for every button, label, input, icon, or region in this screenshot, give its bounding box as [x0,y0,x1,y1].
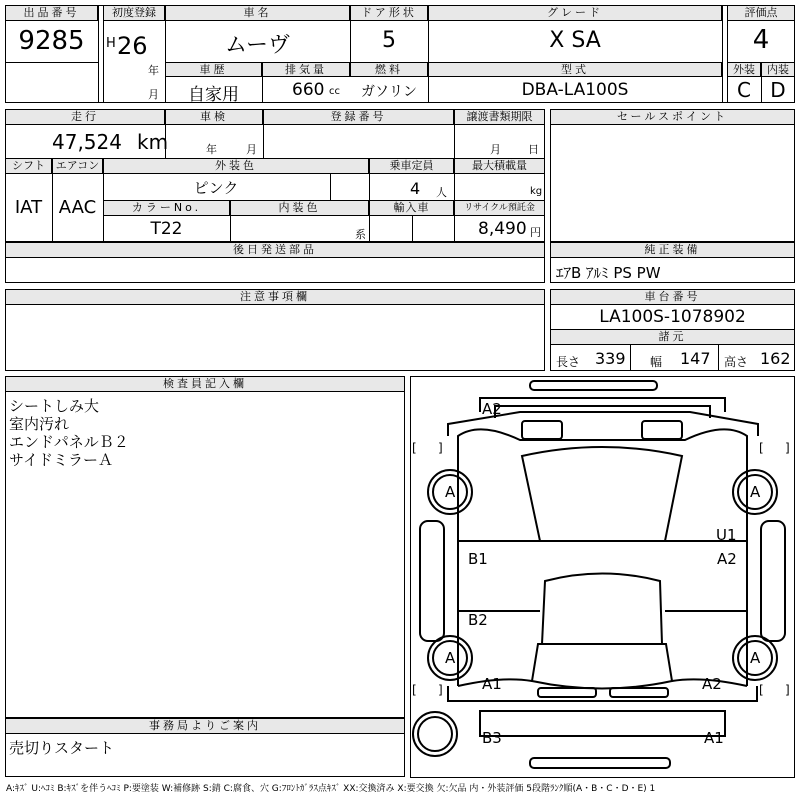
ext-color-value: ピンク [193,179,239,197]
year-unit: 年 [148,64,159,77]
length-value: 339 [595,349,626,368]
displacement-unit: cc [329,86,340,97]
color-no-value: T22 [150,219,183,239]
mark-left-rear-tire: A [445,649,456,667]
svg-text:]: ] [438,441,443,455]
score-label: 評価点 [727,5,795,21]
exterior-label: 外装 [727,62,761,77]
office-text: 売切りスタート [9,739,115,757]
recycle-label: リサイクル預託金 [454,200,545,216]
inspector-line: エンドパネルＢ２ [9,433,129,451]
interior-label: 内装 [761,62,795,77]
lot-number: 9285 [18,26,85,56]
grade: X SA [549,28,601,53]
exterior-score: C [737,78,751,102]
chassis-value: LA100S-1078902 [599,307,746,327]
shift-label: シフト [5,158,52,174]
mark-right-rear-tire: A [750,649,761,667]
dims-label: 諸元 [550,329,795,345]
svg-text:]: ] [785,683,790,697]
recycle-value: 8,490 [478,219,527,239]
mark-left-rear-door: B2 [468,611,488,629]
mark-right-front-door-a: U1 [716,526,737,544]
mark-rear-left: B3 [482,729,502,747]
ac-value: AAC [58,197,97,218]
mark-left-front-tire: A [445,483,456,501]
model-label: 型式 [428,62,722,77]
door-label: ドア形状 [350,5,428,21]
reg-year: 26 [117,32,148,60]
mark-front: A2 [482,400,502,418]
int-color-unit: 系 [355,228,366,241]
inspector-line: サイドミラーＡ [9,451,113,469]
width-value: 147 [680,349,711,368]
inspector-label: 検査員記入欄 [5,376,405,392]
legend-text: A:ｷｽﾞ U:ﾍｺﾐ B:ｷｽﾞを伴うﾍｺﾐ P:要塗装 W:補修跡 S:錆 C:腐食、穴 G:ﾌﾛﾝﾄｶﾞﾗｽ点ｷｽﾞ XX:交換済み X:要交換 欠:欠品 内・外装評価 5段階ﾗﾝｸ順(A・B・C・D・E) 1 [6,784,656,794]
mark-left-front-door: B1 [468,550,488,568]
inspector-line: シートしみ大 [9,397,100,415]
height-value: 162 [760,349,791,368]
mark-right-front-tire: A [750,483,761,501]
transfer-month-unit: 月 [490,143,501,156]
transfer-day-unit: 日 [528,143,539,156]
fuel-label: 燃料 [350,62,428,77]
transfer-label: 譲渡書類期限 [454,109,545,125]
svg-text:]: ] [785,441,790,455]
fuel-value: ガソリン [361,84,417,100]
office-label: 事務局よりご案内 [5,718,405,734]
history-label: 車歴 [165,62,262,77]
interior-score: D [770,78,786,102]
reg-no-label: 登録番号 [263,109,454,125]
car-name-label: 車名 [165,5,350,21]
inspection-year-unit: 年 [206,143,217,156]
mark-right-front-door-b: A2 [717,550,737,568]
history-value: 自家用 [188,85,239,105]
capacity-label: 乗車定員 [369,158,454,174]
int-color-label: 内装色 [230,200,369,216]
inspection-label: 車検 [165,109,263,125]
car-damage-diagram [410,376,795,778]
width-label: 幅 [650,355,663,369]
length-label: 長さ [556,355,581,369]
grade-label: グレード [428,5,722,21]
import-label: 輸入車 [369,200,454,216]
mark-rear-right: A1 [704,729,724,747]
spec-section [5,109,545,242]
mileage-unit: km [137,130,169,154]
max-load-label: 最大積載量 [454,158,545,174]
door-count: 5 [382,28,396,53]
mark-left-rear-quarter: A1 [482,675,502,693]
capacity-unit: 人 [436,186,447,199]
mileage-value: 47,524 [52,130,122,154]
displacement-value: 660 [292,80,325,100]
svg-text:]: ] [438,683,443,697]
era-text: H [106,36,116,51]
equipment-value: ｴｱB ｱﾙﾐ PS PW [556,264,661,282]
svg-text:[: [ [412,441,417,455]
displacement-label: 排気量 [262,62,350,77]
color-no-label: カラーNo. [103,200,230,216]
chassis-label: 車台番号 [550,289,795,305]
svg-text:[: [ [412,683,417,697]
inspection-month-unit: 月 [246,143,257,156]
svg-text:[: [ [759,683,764,697]
lot-label: 出品番号 [5,5,98,21]
mark-right-rear-quarter: A2 [702,675,722,693]
score-value: 4 [752,25,770,55]
car-name: ムーヴ [225,33,290,58]
ext-color-label: 外装色 [103,158,369,174]
height-label: 高さ [724,355,749,369]
notes-label: 注意事項欄 [5,289,545,305]
capacity-value: 4 [410,179,421,198]
recycle-unit: 円 [530,226,541,239]
ac-label: エアコン [52,158,103,174]
inspector-line: 室内汚れ [9,415,70,433]
max-load-unit: kg [530,186,543,197]
svg-text:[: [ [759,441,764,455]
model-value: DBA-LA100S [521,80,629,100]
sales-point-box [550,109,795,242]
equipment-label: 純正装備 [550,242,795,258]
first-reg-label: 初度登録 [103,5,165,21]
mileage-label: 走行 [5,109,165,125]
month-unit: 月 [148,88,159,101]
shift-value: IAT [14,197,43,218]
sales-point-label: セールスポイント [550,109,795,125]
later-parts-label: 後日発送部品 [5,242,545,258]
